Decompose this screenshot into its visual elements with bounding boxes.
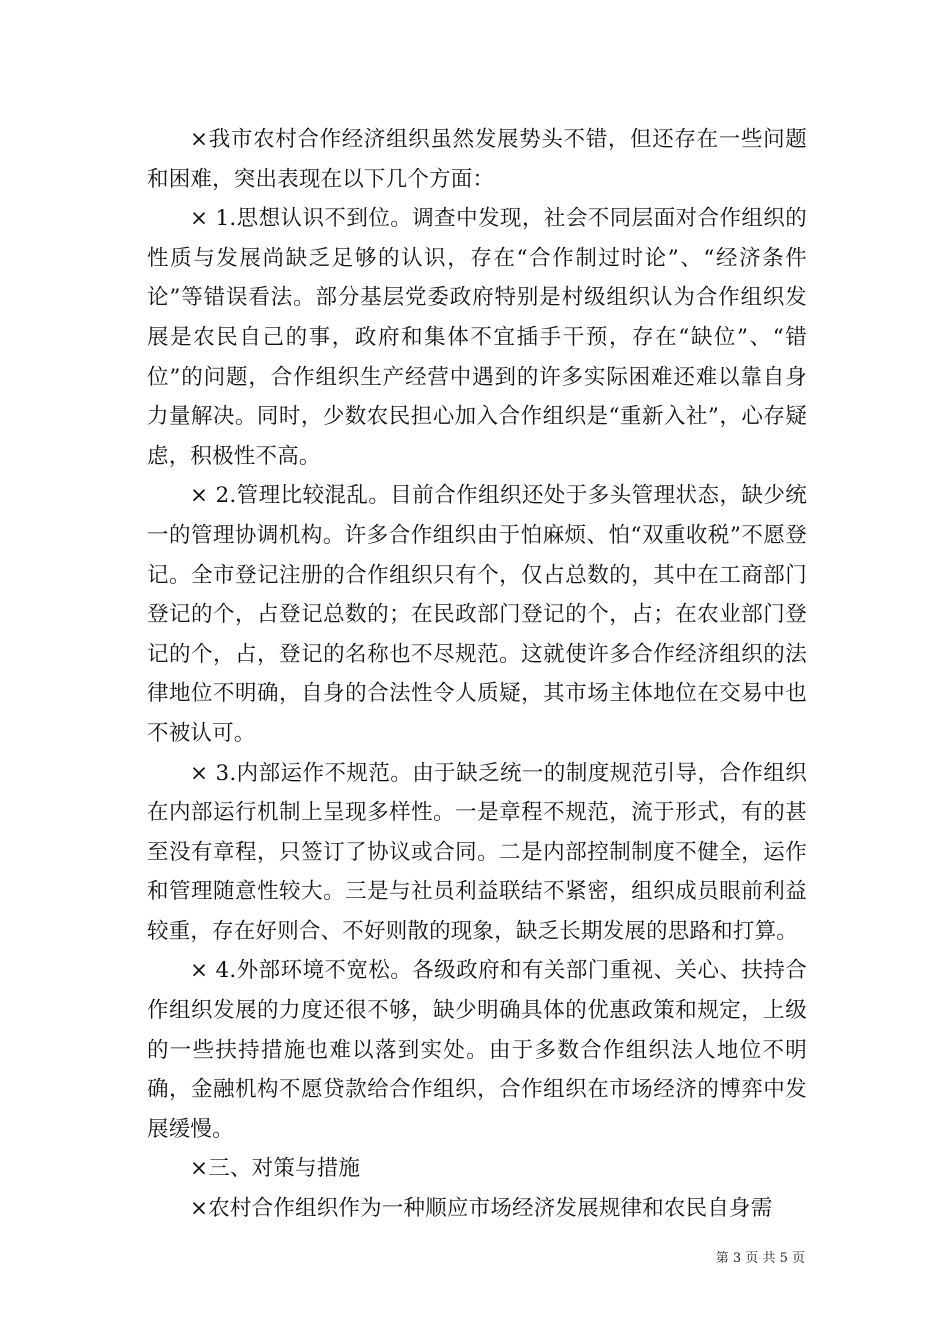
page-number: 第 3 页 共 5 页 bbox=[715, 1251, 805, 1266]
paragraph-point-2: × 2.管理比较混乱。目前合作组织还处于多头管理状态，缺少统一的管理协调机构。许多合作组织由于怕麻烦、怕“双重收税”不愿登记。全市登记注册的合作组织只有个，仅占总数的，其中在工商部门登记的个，占登记总数的；在民政部门登记的个，占；在农业部门登记的个，占，登记的名称也不尽规范。这就使许多合作经济组织的法律地位不明确，自身的合法性令人质疑，其市场主体地位在交易中也不被认可。 bbox=[147, 483, 807, 746]
paragraph-continued: ×农村合作组织作为一种顺应市场经济发展规律和农民自身需 bbox=[190, 1196, 773, 1222]
paragraph-point-1: × 1.思想认识不到位。调查中发现，社会不同层面对合作组织的性质与发展尚缺乏足够的认识，存在“合作制过时论”、“经济条件论”等错误看法。部分基层党委政府特别是村级组织认为合作组织发展是农民自己的事，政府和集体不宜插手干预，存在“缺位”、“错位”的问题，合作组织生产经营中遇到的许多实际困难还难以靠自身力量解决。同时，少数农民担心加入合作组织是“重新入社”，心存疑虑，积极性不高。 bbox=[147, 206, 807, 469]
paragraph-intro: ×我市农村合作经济组织虽然发展势头不错，但还存在一些问题和困难，突出表现在以下几个方面： bbox=[147, 127, 807, 192]
document-body bbox=[147, 120, 807, 1229]
paragraph-point-3: × 3.内部运作不规范。由于缺乏统一的制度规范引导，合作组织在内部运行机制上呈现多样性。一是章程不规范，流于形式，有的甚至没有章程，只签订了协议或合同。二是内部控制制度不健全，运作和管理随意性较大。三是与社员利益联结不紧密，组织成员眼前利益较重，存在好则合、不好则散的现象，缺乏长期发展的思路和打算。 bbox=[147, 760, 807, 944]
section-heading: ×三、对策与措施 bbox=[190, 1156, 361, 1182]
paragraph-point-4: × 4.外部环境不宽松。各级政府和有关部门重视、关心、扶持合作组织发展的力度还很不够，缺少明确具体的优惠政策和规定，上级的一些扶持措施也难以落到实处。由于多数合作组织法人地位不明确，金融机构不愿贷款给合作组织，合作组织在市场经济的博弈中发展缓慢。 bbox=[147, 958, 807, 1142]
